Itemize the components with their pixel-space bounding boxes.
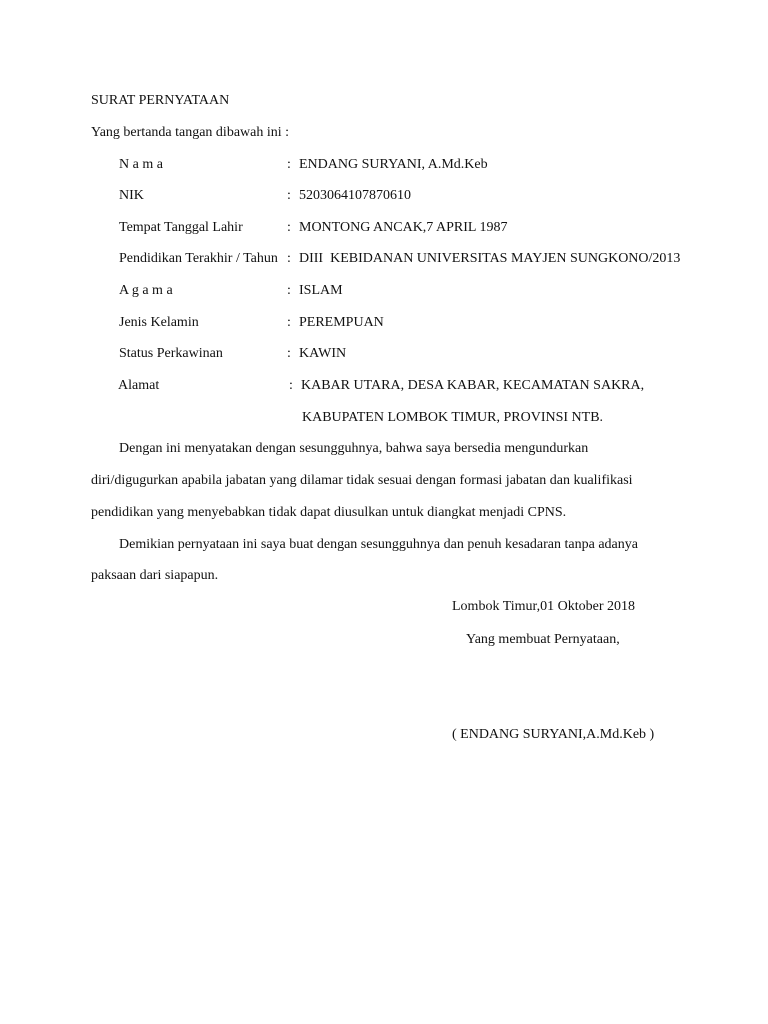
field-label: NIK [119,188,144,203]
paragraph-line: Demikian pernyataan ini saya buat dengan sesungguhnya dan penuh kesadaran tanpa adanya [119,537,638,552]
field-colon: : [287,157,291,172]
field-value-line2: KABUPATEN LOMBOK TIMUR, PROVINSI NTB. [302,410,604,425]
field-label: Jenis Kelamin [119,315,199,330]
field-value: 5203064107870610 [299,188,411,203]
field-value: DIII KEBIDANAN UNIVERSITAS MAYJEN SUNGKONO/2013 [299,251,681,266]
field-colon: : [287,283,291,298]
letter-title: SURAT PERNYATAAN [91,93,230,108]
paragraph-line: Dengan ini menyatakan dengan sesungguhnya, bahwa saya bersedia mengundurkan [119,441,589,456]
field-value: KAWIN [299,346,347,361]
paragraph-line: paksaan dari siapapun. [91,568,219,583]
field-value: ENDANG SURYANI, A.Md.Keb [299,157,488,172]
field-label: N a m a [119,157,163,172]
signer-name: ( ENDANG SURYANI,A.Md.Keb ) [452,727,655,742]
field-colon: : [287,220,291,235]
field-label: A g a m a [119,283,173,298]
field-label: Tempat Tanggal Lahir [119,220,243,235]
place-date: Lombok Timur,01 Oktober 2018 [452,599,636,614]
field-value: ISLAM [299,283,343,298]
field-value: PEREMPUAN [299,315,384,330]
field-colon: : [287,346,291,361]
field-label: Pendidikan Terakhir / Tahun [119,251,278,266]
field-value: MONTONG ANCAK,7 APRIL 1987 [299,220,508,235]
field-value: KABAR UTARA, DESA KABAR, KECAMATAN SAKRA, [301,378,645,393]
paragraph-line: pendidikan yang menyebabkan tidak dapat diusulkan untuk diangkat menjadi CPNS. [91,505,567,520]
signer-caption: Yang membuat Pernyataan, [466,632,620,647]
field-colon: : [287,251,291,266]
field-colon: : [289,378,293,393]
field-label: Status Perkawinan [119,346,223,361]
field-colon: : [287,315,291,330]
paragraph-line: diri/digugurkan apabila jabatan yang dilamar tidak sesuai dengan formasi jabatan dan kualifikasi [91,473,633,488]
field-colon: : [287,188,291,203]
intro-line: Yang bertanda tangan dibawah ini : [91,125,290,140]
field-label: Alamat [118,378,160,393]
